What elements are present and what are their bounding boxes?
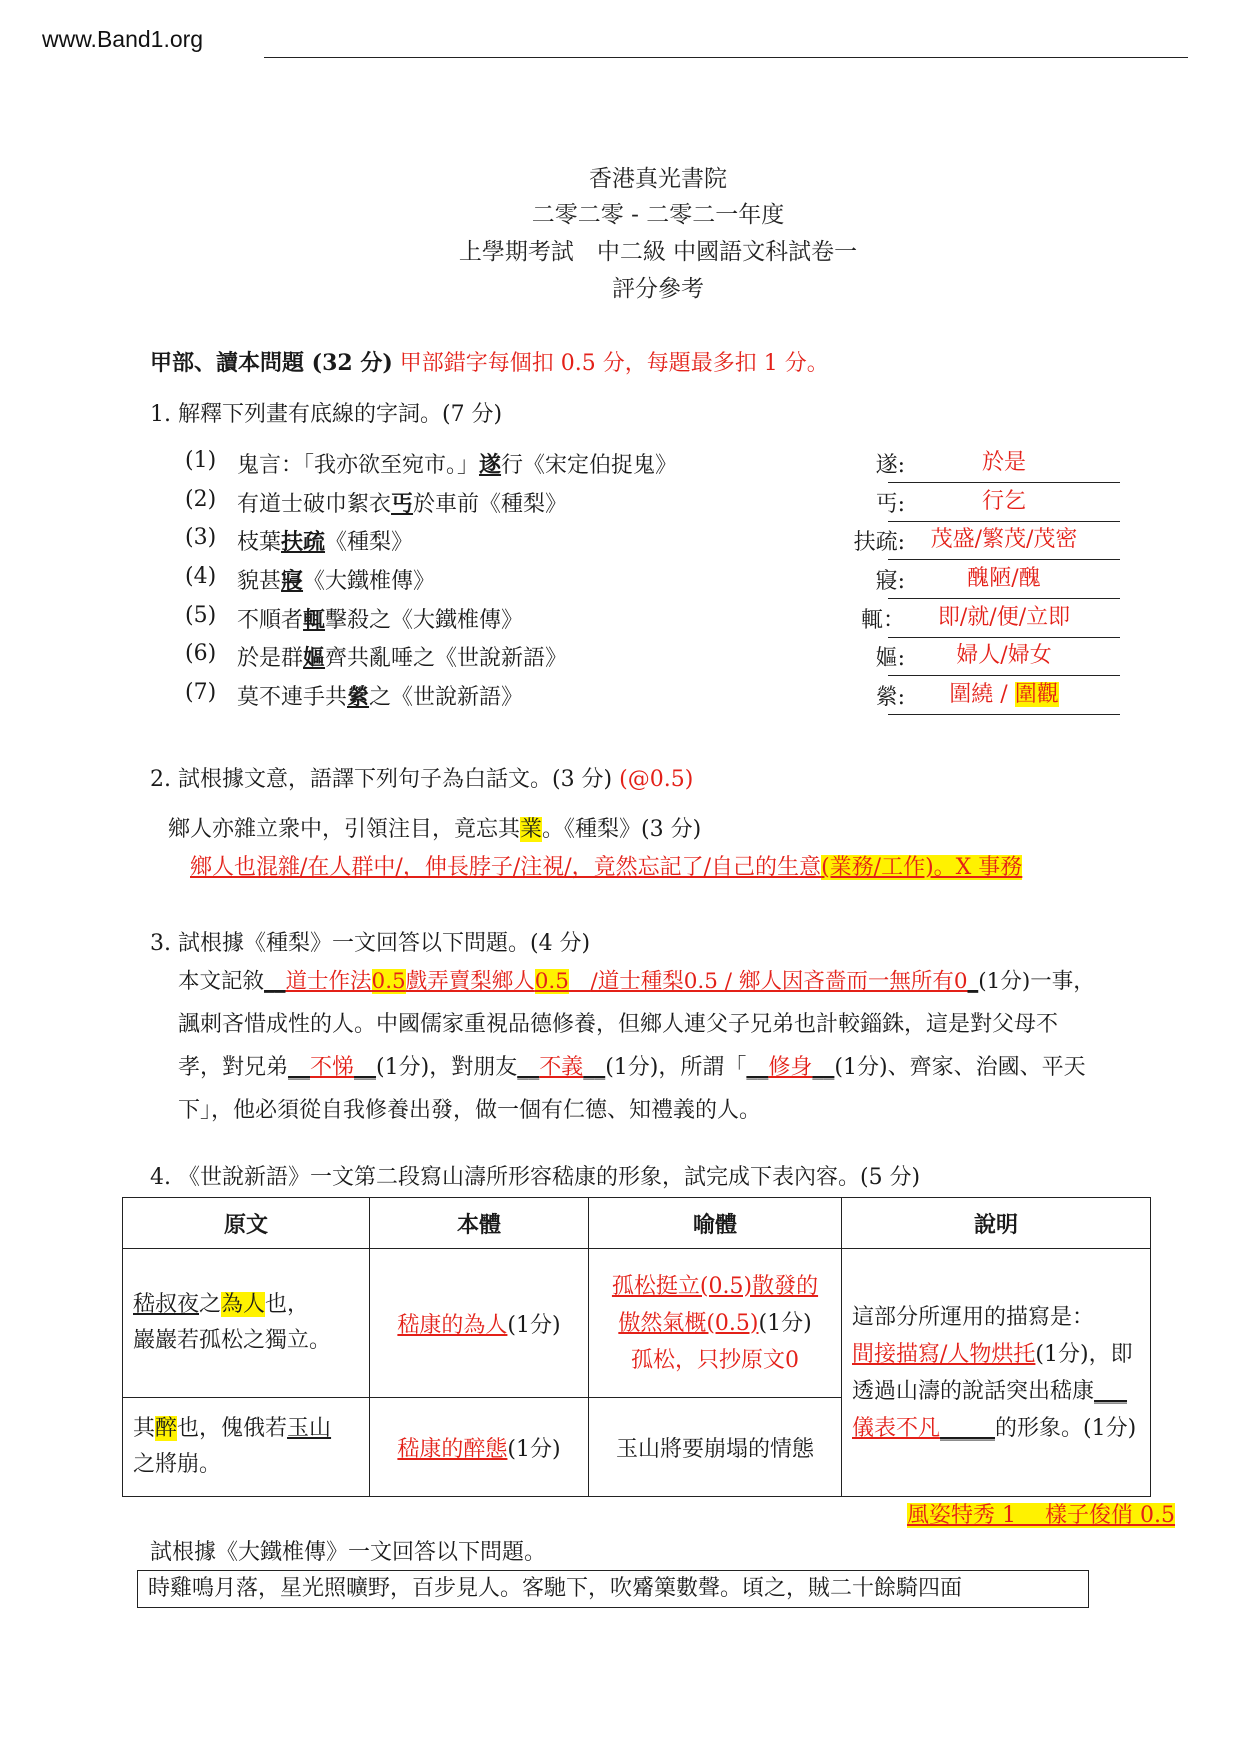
- q1-key-term: 遂: [479, 452, 502, 478]
- q1-title: 1. 解釋下列畫有底線的字詞。(7 分): [150, 402, 503, 427]
- q4-header-original: 原文: [123, 1198, 370, 1249]
- site-url[interactable]: www.Band1.org: [42, 26, 204, 52]
- q1-item-3: [185, 523, 1135, 562]
- q4-header-explanation: 說明: [842, 1198, 1151, 1249]
- q2-answer: 鄉人也混雜/在人群中/，伸長脖子/注視/，竟然忘記了/自己的生意(業務/工作)。X 事務: [190, 855, 1023, 880]
- q1-key-term: 丐: [391, 490, 414, 517]
- q2-sentence: 鄉人亦雜立衆中，引領注目，竟忘其業。《種梨》(3 分): [168, 817, 702, 842]
- q1-item-7: [185, 678, 1135, 717]
- q3-line-4: 下」，他必須從自我修養出發，做一個有仁德、知禮義的人。: [178, 1098, 762, 1123]
- q4-row-1: [123, 1249, 1151, 1398]
- q1-item-text: 於是群嫗齊共亂唾之《世說新語》: [237, 645, 568, 672]
- q4-header-row: [123, 1198, 1151, 1249]
- q1-item-label: 嫗:: [875, 646, 905, 672]
- school-year: 二零二零 - 二零二一年度: [531, 202, 785, 228]
- q1-item-text: 貌甚寢《大鐵椎傳》: [237, 568, 436, 595]
- q4-row1-tenor: 嵇康的為人(1分): [370, 1249, 589, 1398]
- q1-item-number: (7): [185, 680, 217, 706]
- q1-key-term: 嫗: [303, 645, 326, 672]
- exam-title: 上學期考試 中二級 中國語文科試卷一: [458, 239, 858, 265]
- q4-row1-vehicle: 孤松挺立(0.5)散發的 傲然氣概(0.5)(1分) 孤松，只抄原文0: [589, 1249, 842, 1398]
- q3-line-1: 本文記敘__道士作法0.5戲弄賣梨鄉人0.5 /道士種梨0.5 / 鄉人因吝嗇而一無所有0_(1分)一事，: [178, 969, 1095, 994]
- school-name: 香港真光書院: [589, 166, 727, 192]
- q4-row2-original: 其醉也，傀俄若玉山 之將崩。: [123, 1398, 370, 1497]
- q1-item-label: 扶疏:: [853, 530, 905, 556]
- q4-header-vehicle: 喻體: [589, 1198, 842, 1249]
- page-subtitle: 評分參考: [612, 276, 704, 302]
- q1-item-5: [185, 601, 1135, 640]
- section-a-note: 甲部錯字每個扣 0.5 分，每題最多扣 1 分。: [399, 351, 829, 376]
- q3-title: 3. 試根據《種梨》一文回答以下問題。(4 分): [150, 931, 591, 956]
- q1-answer: 圍繞 / 圍觀: [888, 678, 1120, 715]
- q4-table: [122, 1197, 1151, 1497]
- q1-item-label: 輒：: [860, 607, 905, 633]
- q3-answer-1: 道士作法0.5戲弄賣梨鄉人0.5 /道士種梨0.5 / 鄉人因吝嗇而一無所有0: [285, 969, 968, 994]
- q5-passage-box: 時雞鳴月落，星光照曠野，百步見人。客馳下，吹觱篥數聲。頃之，賊二十餘騎四面: [137, 1570, 1089, 1608]
- q1-answer: 婦人/婦女: [888, 639, 1120, 676]
- q1-item-text: 鬼言：「我亦欲至宛市。」遂行《宋定伯捉鬼》: [237, 452, 678, 478]
- q4-row1-original: 嵇叔夜之為人也， 巖巖若孤松之獨立。: [123, 1249, 370, 1398]
- q1-list: [185, 446, 1135, 717]
- q2-title: 2. 試根據文意，語譯下列句子為白話文。(3 分) (@0.5): [150, 767, 694, 792]
- q1-item-number: (1): [185, 448, 217, 473]
- q3-answer-2: 不悌: [310, 1055, 355, 1080]
- q1-answer: 醜陋/醜: [888, 562, 1120, 599]
- q3-line-2: 諷刺吝惜成性的人。中國儒家重視品德修養，但鄉人連父子兄弟也計較錙銖，這是對父母不: [178, 1012, 1059, 1037]
- q1-answer: 茂盛/繁茂/茂密: [888, 523, 1120, 560]
- q1-answer: 於是: [888, 446, 1120, 483]
- q1-item-label: 寢:: [875, 569, 905, 595]
- q2-scoring-note: (@0.5): [619, 767, 694, 792]
- q2-key-term: 業: [520, 817, 543, 842]
- q1-key-term: 扶疏: [281, 529, 326, 556]
- q4-extra-note: 風姿特秀 1 樣子俊俏 0.5: [907, 1503, 1175, 1528]
- q1-key-term: 縈: [347, 684, 370, 711]
- q1-answer: 即/就/便/立即: [888, 601, 1120, 638]
- q1-item-6: [185, 639, 1135, 678]
- q1-item-number: (3): [185, 525, 217, 551]
- q1-item-number: (5): [185, 602, 217, 628]
- q4-title: 4. 《世說新語》一文第二段寫山濤所形容嵇康的形象，試完成下表內容。(5 分): [150, 1165, 921, 1190]
- q1-item-2: [185, 485, 1135, 524]
- q4-row2-tenor: 嵇康的醉態(1分): [370, 1398, 589, 1497]
- q3-line-3: 孝，對兄弟__不悌__(1分)，對朋友__不義__(1分)，所謂「__修身__(1分)、齊家、治國、平天: [178, 1055, 1086, 1080]
- q1-item-label: 丐:: [875, 491, 905, 517]
- q4-row2-vehicle: 玉山將要崩塌的情態: [589, 1398, 842, 1497]
- q4-header-tenor: 本體: [370, 1198, 589, 1249]
- q1-item-number: (4): [185, 564, 217, 590]
- q1-key-term: 寢: [281, 568, 304, 595]
- q3-answer-3: 不義: [539, 1055, 584, 1080]
- q1-item-1: [185, 446, 1135, 485]
- q1-item-text: 枝葉扶疏《種梨》: [237, 529, 414, 556]
- q1-item-label: 遂:: [875, 453, 905, 478]
- q1-item-label: 縈:: [875, 685, 905, 711]
- section-a-title: 甲部、讀本問題 (32 分): [150, 350, 393, 376]
- q1-item-4: [185, 562, 1135, 601]
- header-rule: [264, 57, 1188, 58]
- q1-item-number: (2): [185, 486, 217, 512]
- q1-item-text: 有道士破巾絮衣丐於車前《種梨》: [237, 490, 568, 517]
- q1-item-text: 莫不連手共縈之《世說新語》: [237, 684, 524, 711]
- q1-item-text: 不順者輒擊殺之《大鐵椎傳》: [237, 606, 524, 633]
- q1-key-term: 輒: [303, 606, 326, 633]
- q1-answer: 行乞: [888, 485, 1120, 522]
- q5-intro: 試根據《大鐵椎傳》一文回答以下問題。: [150, 1540, 547, 1565]
- section-a-heading: [150, 346, 829, 377]
- q4-explanation: 這部分所運用的描寫是： 間接描寫/人物烘托(1分)，即透過山濤的說話突出嵇康___儀表不凡_____的形象。(1分): [842, 1249, 1151, 1497]
- q3-answer-4: 修身: [768, 1055, 813, 1080]
- q1-item-number: (6): [185, 641, 217, 667]
